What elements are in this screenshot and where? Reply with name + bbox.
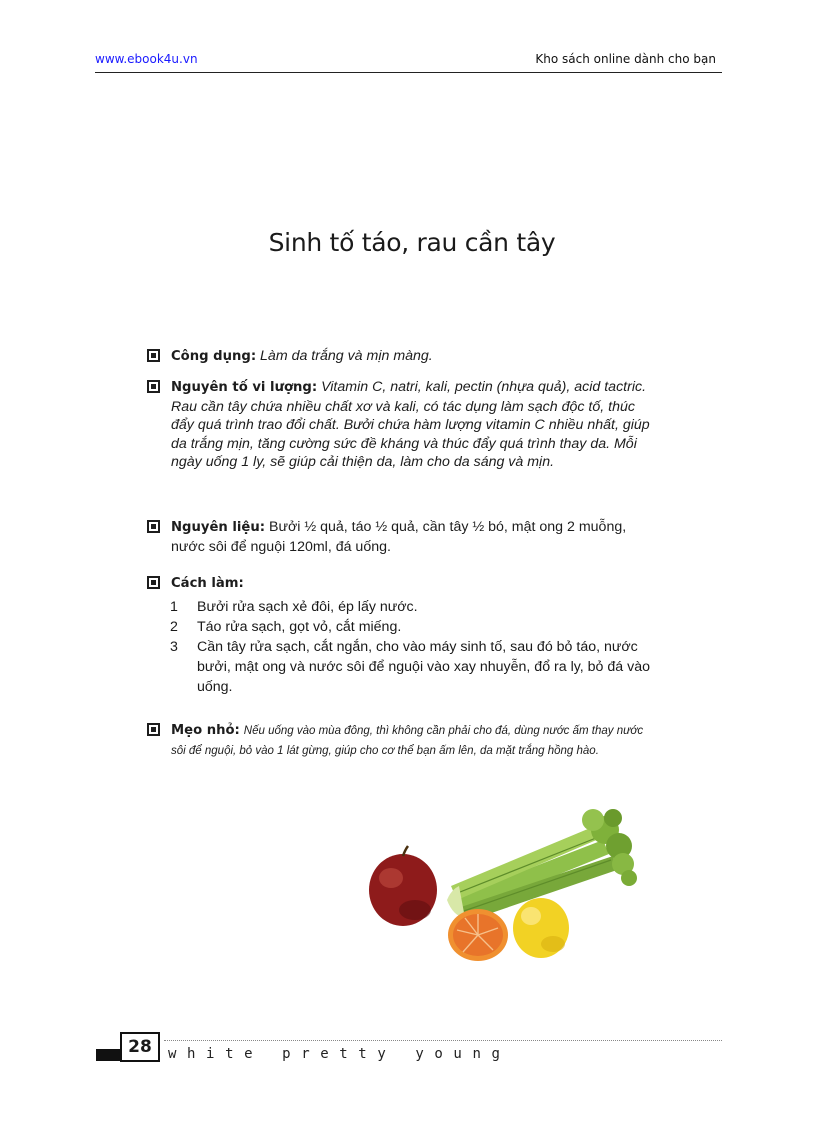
section-nguyen-to <box>147 378 657 472</box>
footer-text: white pretty young <box>168 1046 511 1062</box>
section-label: Nguyên liệu: <box>171 520 266 535</box>
apple-icon <box>369 846 437 926</box>
orange-half-icon <box>448 909 508 961</box>
list-item <box>170 597 656 617</box>
fruit-illustration <box>333 790 645 1000</box>
section-cong-dung <box>147 347 657 367</box>
section-label: Công dụng: <box>171 349 257 364</box>
header-tagline: Kho sách online dành cho bạn <box>535 52 716 66</box>
footer-divider <box>164 1040 722 1041</box>
bullet-square-icon <box>147 723 160 736</box>
section-cach-lam <box>147 574 657 594</box>
section-label: Cách làm: <box>171 576 244 591</box>
list-item <box>170 617 656 637</box>
recipe-title: Sinh tố táo, rau cần tây <box>268 228 556 257</box>
section-nguyen-lieu <box>147 518 657 556</box>
list-item <box>170 637 656 697</box>
section-text: Vitamin C, natri, kali, pectin (nhựa quả), acid tactric. Rau cần tây chứa nhiều chất xơ và kali, có tác dụng làm sạch độc tố, thúc đẩy quá trình trao đổi chất. Bưởi chứa hàm lượng vitamin C nhiều nhất, giúp da trắng mịn, tăng cường sức đề kháng và thúc đẩy quá trình thay da. Mỗi ngày uống 1 ly, sẽ giúp cải thiện da, làm cho da sáng và mịn. <box>171 379 650 471</box>
bullet-square-icon <box>147 576 160 589</box>
section-text: Bưởi ½ quả, táo ½ quả, cần tây ½ bó, mật ong 2 muỗng, nước sôi để nguội 120ml, đá uống. <box>171 519 627 555</box>
site-link[interactable]: www.ebook4u.vn <box>95 52 198 66</box>
grapefruit-icon <box>513 898 569 958</box>
section-label: Mẹo nhỏ: <box>171 723 240 738</box>
bullet-square-icon <box>147 349 160 362</box>
footer-bar <box>96 1049 120 1061</box>
section-text: Nếu uống vào mùa đông, thì không cần phải cho đá, dùng nước ấm thay nước sôi để nguội, bỏ vào 1 lát gừng, giúp cho cơ thể bạn ấm lên, da mặt trắng hồng hào. <box>171 725 644 757</box>
page-header <box>95 50 722 73</box>
step-number: 3 <box>170 639 178 655</box>
step-text: Táo rửa sạch, gọt vỏ, cắt miếng. <box>197 619 402 635</box>
step-text: Cần tây rửa sạch, cắt ngắn, cho vào máy sinh tố, sau đó bỏ táo, nước bưởi, mật ong và nước sôi để nguội vào xay nhuyễn, đổ ra ly, bỏ đá vào uống. <box>197 639 650 695</box>
section-text: Làm da trắng và mịn màng. <box>260 348 433 364</box>
bullet-square-icon <box>147 520 160 533</box>
steps-list <box>170 597 656 697</box>
section-label: Nguyên tố vi lượng: <box>171 380 318 395</box>
bullet-square-icon <box>147 380 160 393</box>
step-text: Bưởi rửa sạch xẻ đôi, ép lấy nước. <box>197 599 418 615</box>
step-number: 2 <box>170 619 178 635</box>
page-number: 28 <box>120 1032 160 1062</box>
section-meo-nho <box>147 721 657 760</box>
step-number: 1 <box>170 599 178 615</box>
